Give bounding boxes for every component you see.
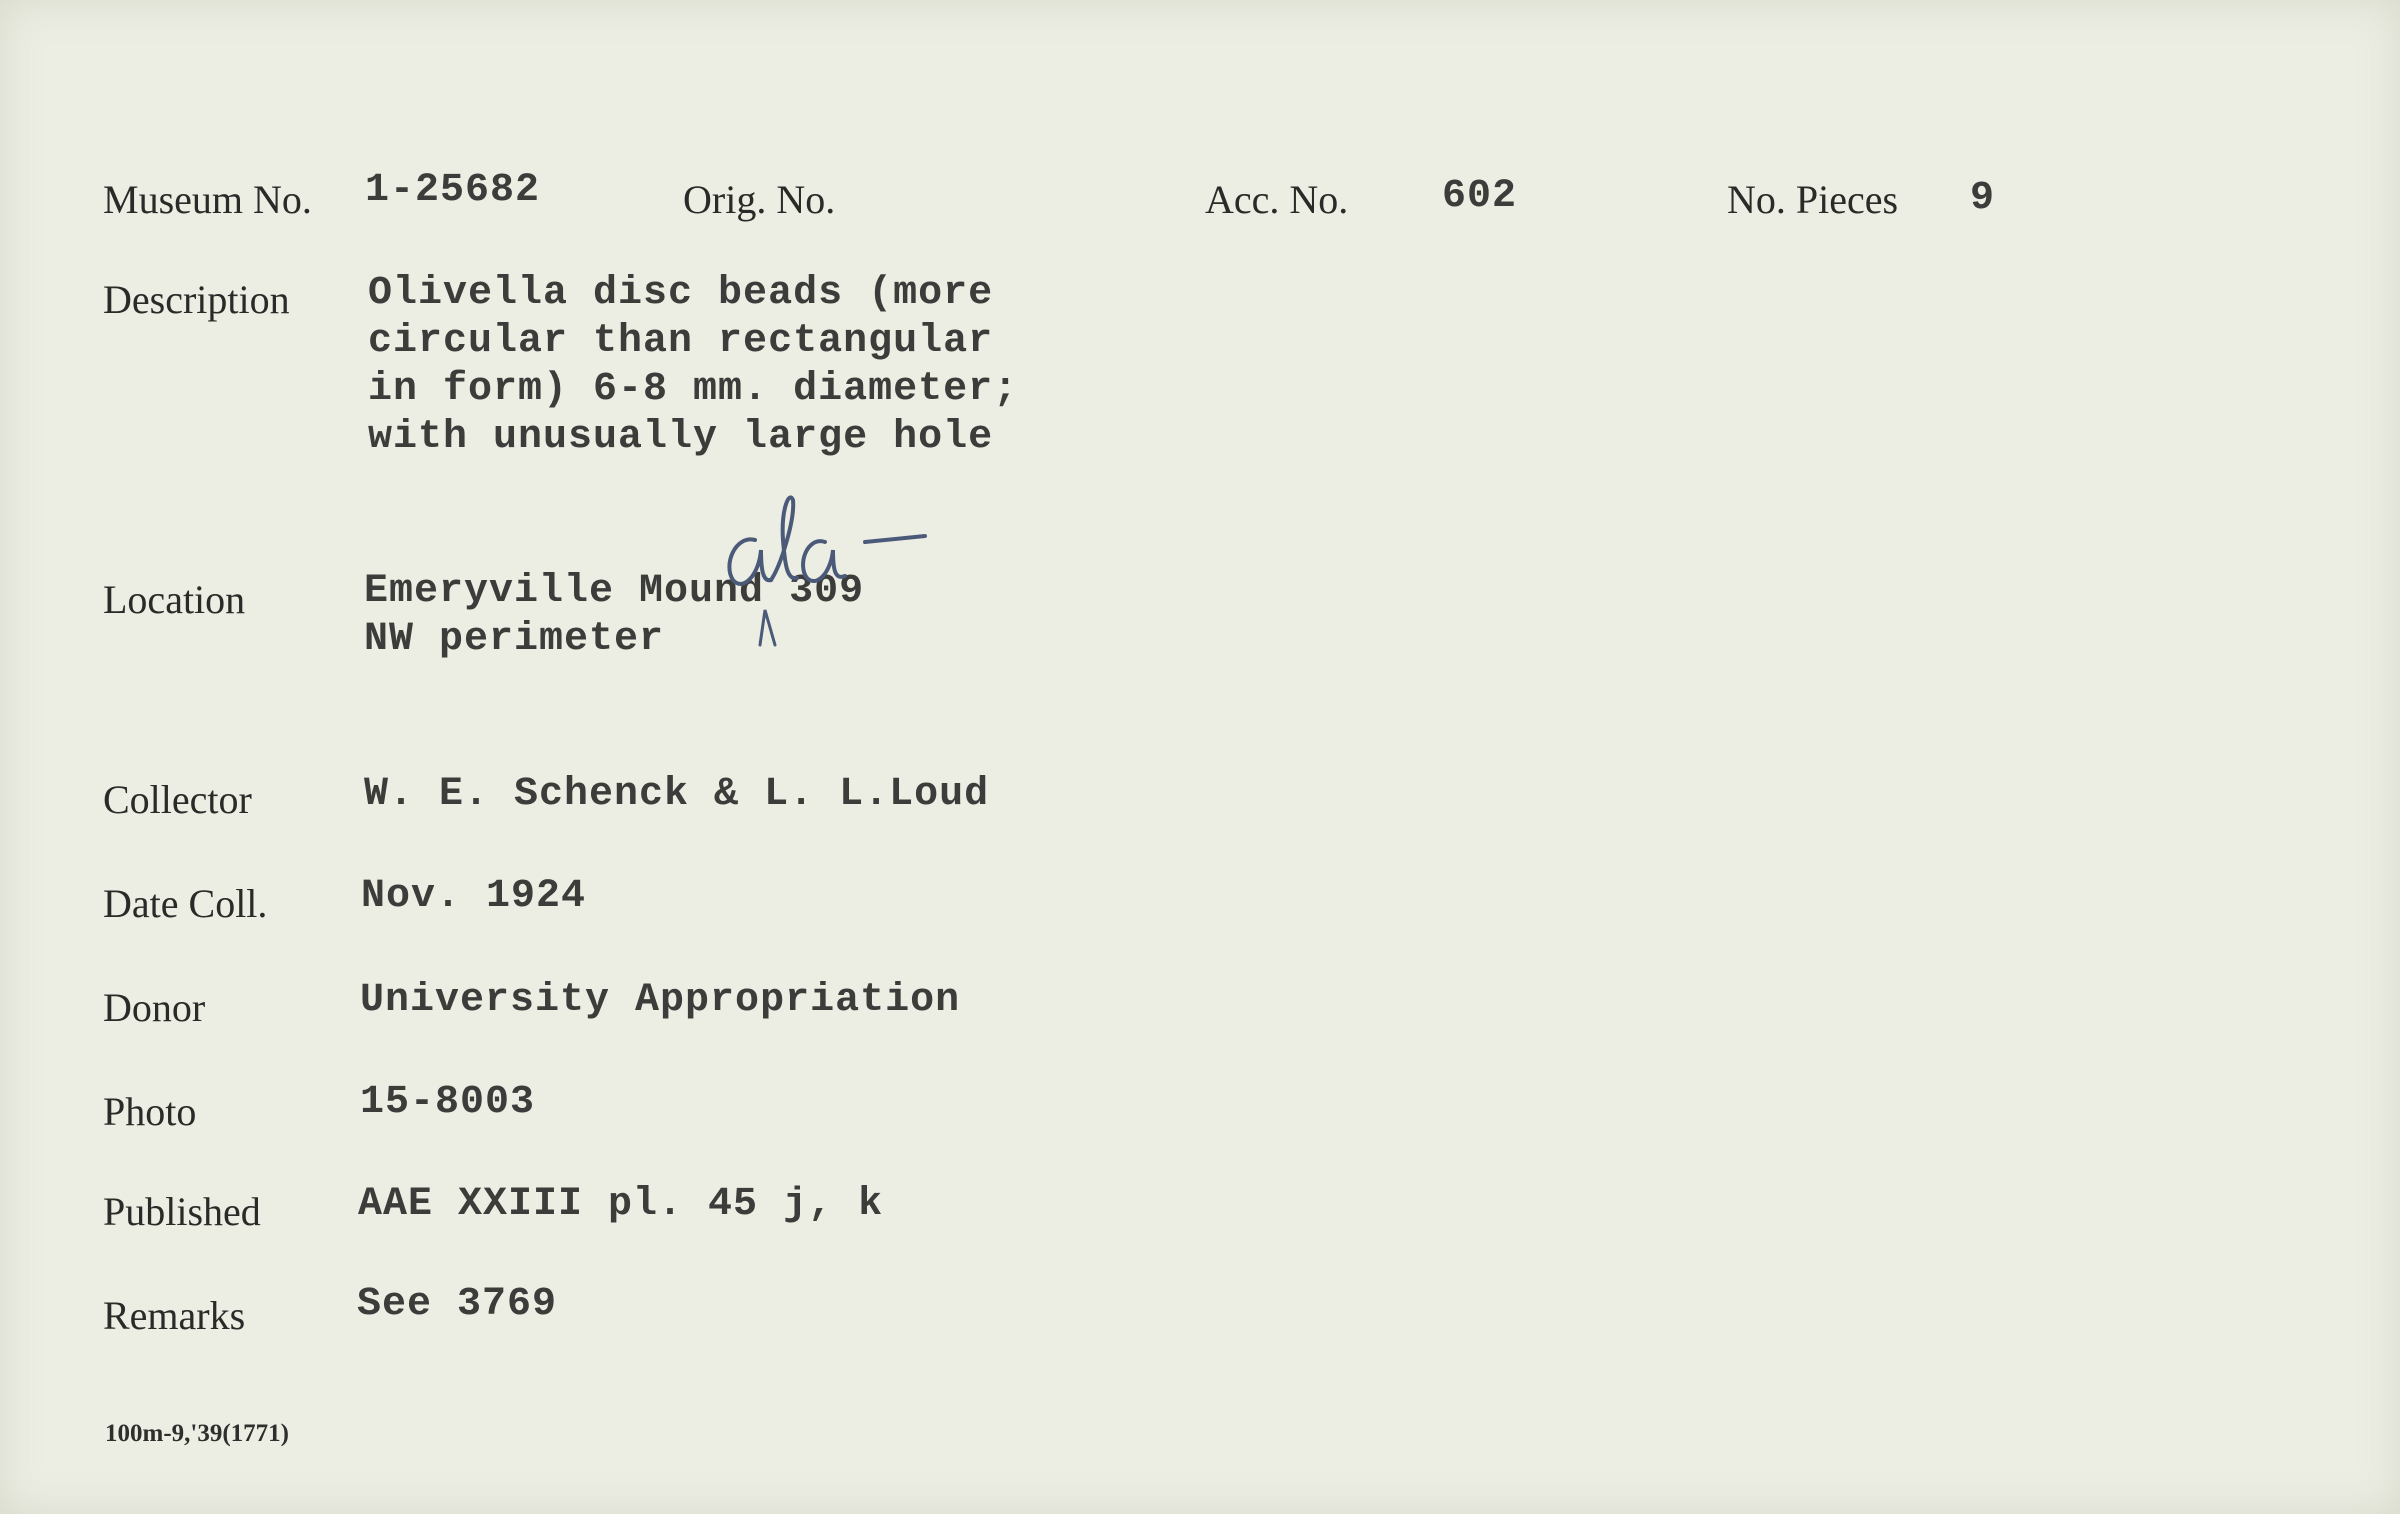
collector-value: W. E. Schenck & L. L.Loud <box>364 772 990 817</box>
description-label: Description <box>103 277 290 322</box>
no-pieces-value: 9 <box>1970 176 1996 221</box>
photo-value: 15-8003 <box>360 1080 536 1125</box>
acc-no-value: 602 <box>1442 174 1518 219</box>
location-line: NW perimeter <box>364 617 665 662</box>
donor-label: Donor <box>103 985 206 1030</box>
handwritten-annotation-ala <box>715 480 935 655</box>
description-line: in form) 6-8 mm. diameter; <box>368 367 1019 412</box>
published-label: Published <box>103 1189 261 1234</box>
orig-no-label: Orig. No. <box>683 177 836 222</box>
museum-no-label: Museum No. <box>103 177 312 222</box>
location-label: Location <box>103 577 246 622</box>
collector-label: Collector <box>103 777 252 822</box>
remarks-value: See 3769 <box>357 1282 558 1327</box>
description-value <box>368 270 1018 462</box>
no-pieces-label: No. Pieces <box>1727 177 1899 222</box>
description-line: with unusually large hole <box>368 415 994 460</box>
form-code: 100m-9,'39(1771) <box>105 1420 289 1447</box>
donor-value: University Appropriation <box>360 978 961 1023</box>
description-line: circular than rectangular <box>368 319 994 364</box>
location-line: Emeryville Mound 309 <box>364 569 865 614</box>
remarks-label: Remarks <box>103 1293 246 1338</box>
published-value: AAE XXIII pl. 45 j, k <box>358 1182 884 1227</box>
museum-no-value: 1-25682 <box>365 168 541 213</box>
date-coll-value: Nov. 1924 <box>361 874 587 919</box>
photo-label: Photo <box>103 1089 197 1134</box>
acc-no-label: Acc. No. <box>1205 177 1349 222</box>
date-coll-label: Date Coll. <box>103 881 268 926</box>
description-line: Olivella disc beads (more <box>368 271 994 316</box>
